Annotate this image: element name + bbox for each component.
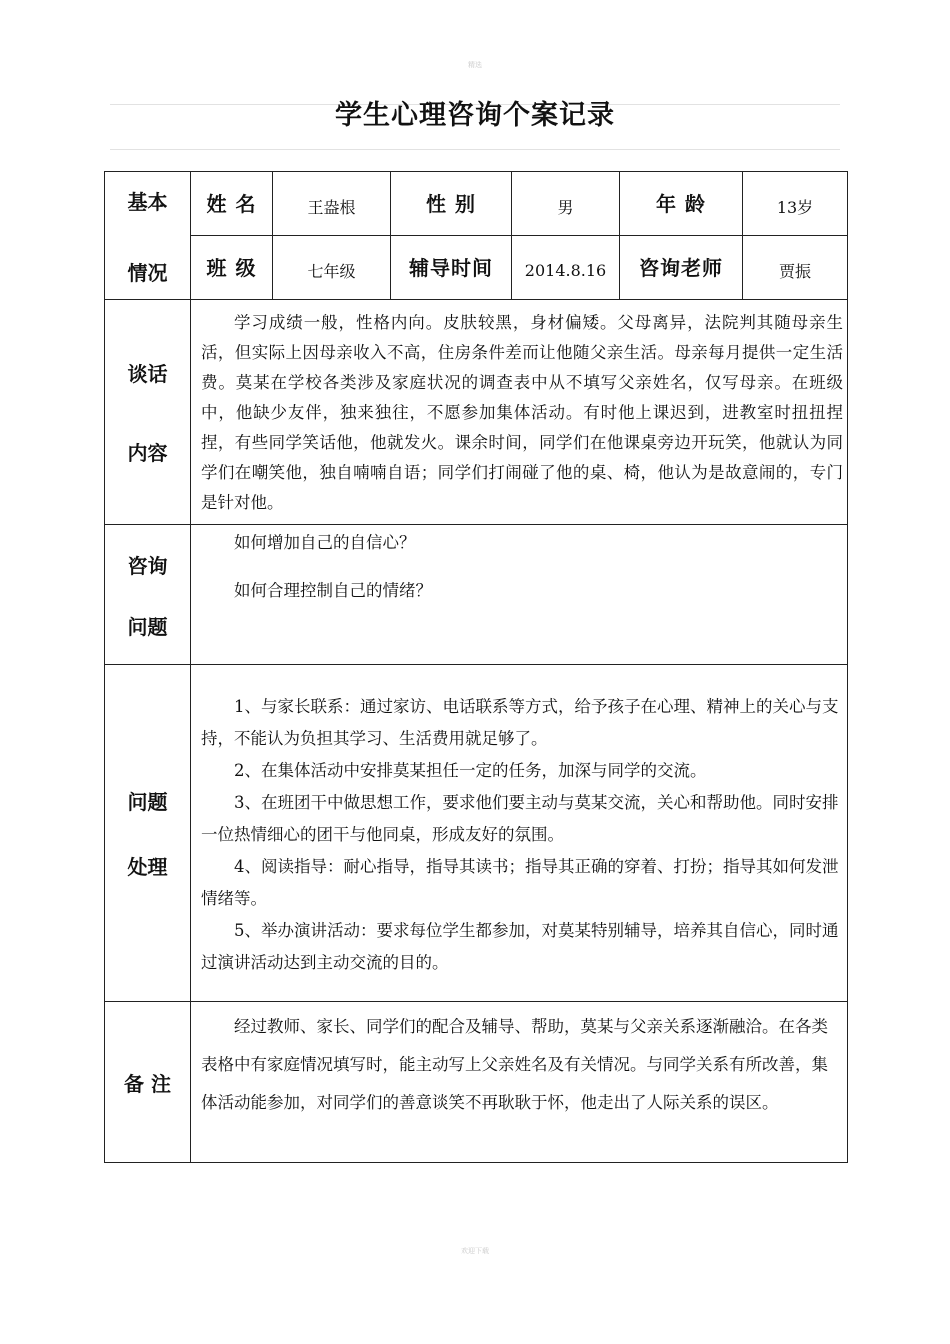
basic-row-1 bbox=[105, 172, 848, 236]
handling-label-bottom: 处理 bbox=[127, 855, 168, 879]
header-watermark: 精选 bbox=[468, 61, 482, 69]
handling-section-label bbox=[105, 665, 191, 1002]
age-label: 年 龄 bbox=[620, 172, 743, 236]
handling-item-5: 5、举办演讲活动：要求每位学生都参加，对莫某特别辅导，培养其自信心，同时通过演讲活动达到主动交流的目的。 bbox=[201, 921, 839, 972]
talk-label-top: 谈话 bbox=[127, 362, 168, 386]
handling-content bbox=[191, 665, 848, 1002]
note-section-label: 备 注 bbox=[105, 1002, 191, 1163]
question-content bbox=[191, 525, 848, 665]
handling-item-4: 4、阅读指导：耐心指导，指导其读书；指导其正确的穿着、打扮；指导其如何发泄情绪等。 bbox=[201, 857, 839, 908]
question-section-label bbox=[105, 525, 191, 665]
note-text: 经过教师、家长、同学们的配合及辅导、帮助，莫某与父亲关系逐渐融洽。在各类表格中有家庭情况填写时，能主动写上父亲姓名及有关情况。与同学关系有所改善，集体活动能参加，对同学们的善意谈笑不再耿耿于怀，他走出了人际关系的误区。 bbox=[201, 1017, 828, 1112]
handling-row bbox=[105, 665, 848, 1002]
age-value: 13岁 bbox=[743, 172, 848, 236]
handling-item-2: 2、在集体活动中安排莫某担任一定的任务，加深与同学的交流。 bbox=[234, 761, 707, 780]
footer-watermark: 欢迎下载 bbox=[461, 1247, 489, 1255]
note-content bbox=[191, 1002, 848, 1163]
question-label-top: 咨询 bbox=[127, 553, 168, 578]
name-value: 王盎根 bbox=[273, 172, 391, 236]
handling-label-top: 问题 bbox=[127, 790, 168, 814]
note-row bbox=[105, 1002, 848, 1163]
talk-text: 学习成绩一般，性格内向。皮肤较黑，身材偏矮。父母离异，法院判其随母亲生活，但实际上因母亲收入不高，住房条件差而让他随父亲生活。母亲每月提供一定生活费。莫某在学校各类涉及家庭状况的调查表中从不填写父亲姓名，仅写母亲。在班级中，他缺少友伴，独来独往，不愿参加集体活动。有时他上课迟到，进教室时扭扭捏捏，有些同学笑话他，他就发火。课余时间，同学们在他课桌旁边开玩笑，他就认为同学们在嘲笑他，独自喃喃自语；同学们打闹碰了他的桌、椅，他认为是故意闹的，专门是针对他。 bbox=[201, 313, 843, 512]
time-value: 2014.8.16 bbox=[512, 236, 620, 300]
question-item-1: 如何增加自己的自信心？ bbox=[234, 533, 416, 552]
teacher-label: 咨询老师 bbox=[620, 236, 743, 300]
class-label: 班 级 bbox=[191, 236, 273, 300]
gender-label: 性 别 bbox=[391, 172, 512, 236]
record-table bbox=[104, 171, 848, 1163]
talk-content bbox=[191, 300, 848, 525]
gender-value: 男 bbox=[512, 172, 620, 236]
question-label-bottom: 问题 bbox=[127, 614, 168, 639]
handling-item-1: 1、与家长联系：通过家访、电话联系等方式，给予孩子在心理、精神上的关心与支持，不能认为负担其学习、生活费用就足够了。 bbox=[201, 697, 839, 748]
basic-label-bottom: 情况 bbox=[127, 260, 168, 285]
talk-label-bottom: 内容 bbox=[127, 441, 168, 465]
name-label: 姓 名 bbox=[191, 172, 273, 236]
talk-section-label bbox=[105, 300, 191, 525]
talk-row bbox=[105, 300, 848, 525]
question-row bbox=[105, 525, 848, 665]
question-item-2: 如何合理控制自己的情绪？ bbox=[234, 581, 432, 600]
basic-section-label bbox=[105, 172, 191, 300]
page-title: 学生心理咨询个案记录 bbox=[335, 100, 615, 131]
basic-row-2 bbox=[105, 236, 848, 300]
teacher-value: 贾振 bbox=[743, 236, 848, 300]
time-label: 辅导时间 bbox=[391, 236, 512, 300]
class-value: 七年级 bbox=[273, 236, 391, 300]
handling-item-3: 3、在班团干中做思想工作，要求他们要主动与莫某交流，关心和帮助他。同时安排一位热情细心的团干与他同桌，形成友好的氛围。 bbox=[201, 793, 839, 844]
basic-label-top: 基本 bbox=[127, 189, 168, 214]
